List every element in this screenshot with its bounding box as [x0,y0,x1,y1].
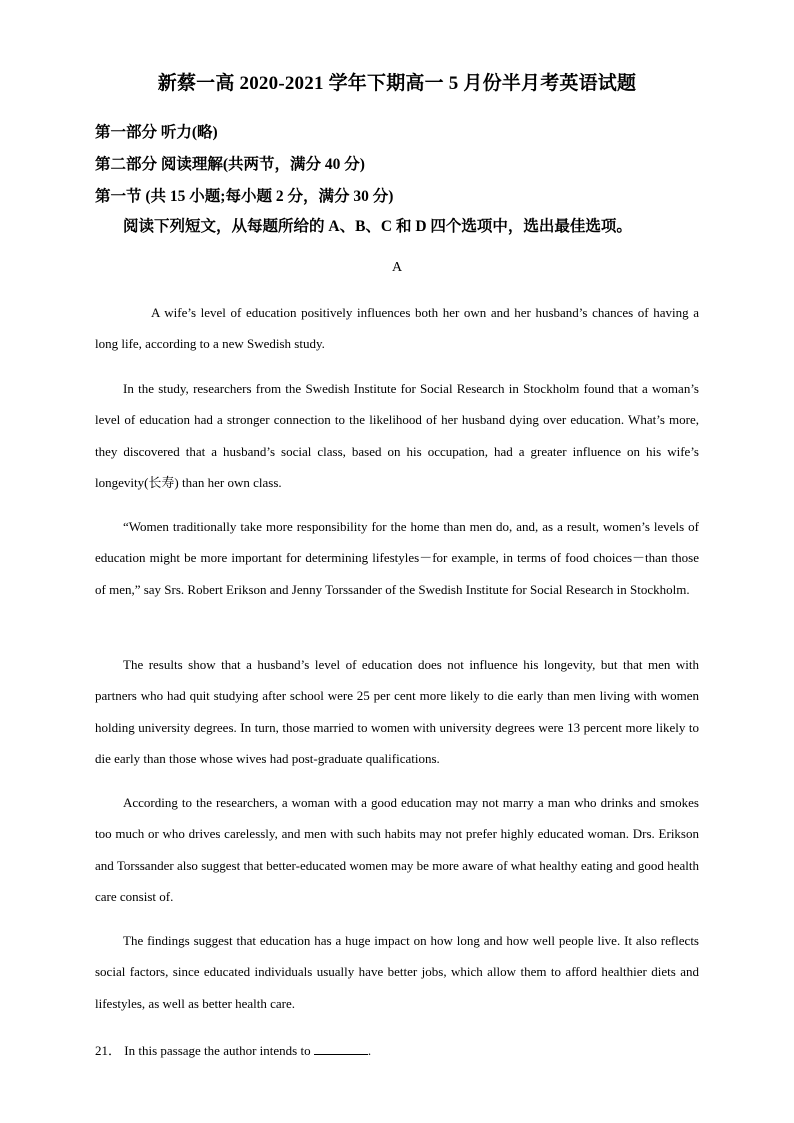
instruction-text: 阅读下列短文，从每题所给的 A、B、C 和 D 四个选项中，选出最佳选项。 [123,218,632,235]
part1-heading: 第一部分 听力(略) [95,124,218,141]
answer-blank[interactable] [314,1042,368,1055]
question-text: In this passage the author intends to [124,1043,311,1058]
passage-paragraph-5: According to the researchers, a woman with a good education may not marry a man who drinks and smokes too much or who drives carelessly, and men with such habits may not prefer highly educated woman. Drs. Erikson and Torssander also suggest that better-educated women may be more aware of what healthy eating and good health care consist of. [95,795,699,904]
passage-paragraph-4: The results show that a husband’s level of education does not influence his longevity, but that men with partners who had quit studying after school were 25 per cent more likely to die early than men living with women holding university degrees. In turn, those married to women with university degrees were 13 percent more likely to die early than those whose wives had post-graduate qualifications. [95,657,699,766]
section1-heading: 第一节 (共 15 小题;每小题 2 分，满分 30 分) [95,188,394,205]
page-title: 新蔡一高 2020-2021 学年下期高一 5 月份半月考英语试题 [157,73,637,94]
part2-heading: 第二部分 阅读理解(共两节，满分 40 分) [95,156,365,173]
passage-paragraph-3: “Women traditionally take more responsibility for the home than men do, and, as a result, women’s levels of education might be more important for determining lifestyles－for example, in terms of food choices－than those of men,” say Srs. Robert Erikson and Jenny Torssander of the Swedish Institute for Social Research in Stockholm. [95,519,699,597]
passage-paragraph-6: The findings suggest that education has a huge impact on how long and how well people live. It also reflects social factors, since educated individuals usually have better jobs, which allow them to afford healthier diets and lifestyles, as well as better health care. [95,933,699,1011]
question-number: 21． [95,1043,122,1058]
passage-paragraph-1: A wife’s level of education positively influences both her own and her husband’s chances of having a long life, according to a new Swedish study. [95,305,699,352]
question-end: . [367,1043,372,1058]
question-21 [95,1040,371,1059]
passage-paragraph-2: In the study, researchers from the Swedish Institute for Social Research in Stockholm found that a woman’s level of education had a stronger connection to the likelihood of her husband dying over education. What’s more, they discovered that a husband’s social class, based on his occupation, had a greater influence on his wife’s longevity(长寿) than her own class. [95,381,699,490]
passage-label: A [391,260,403,275]
